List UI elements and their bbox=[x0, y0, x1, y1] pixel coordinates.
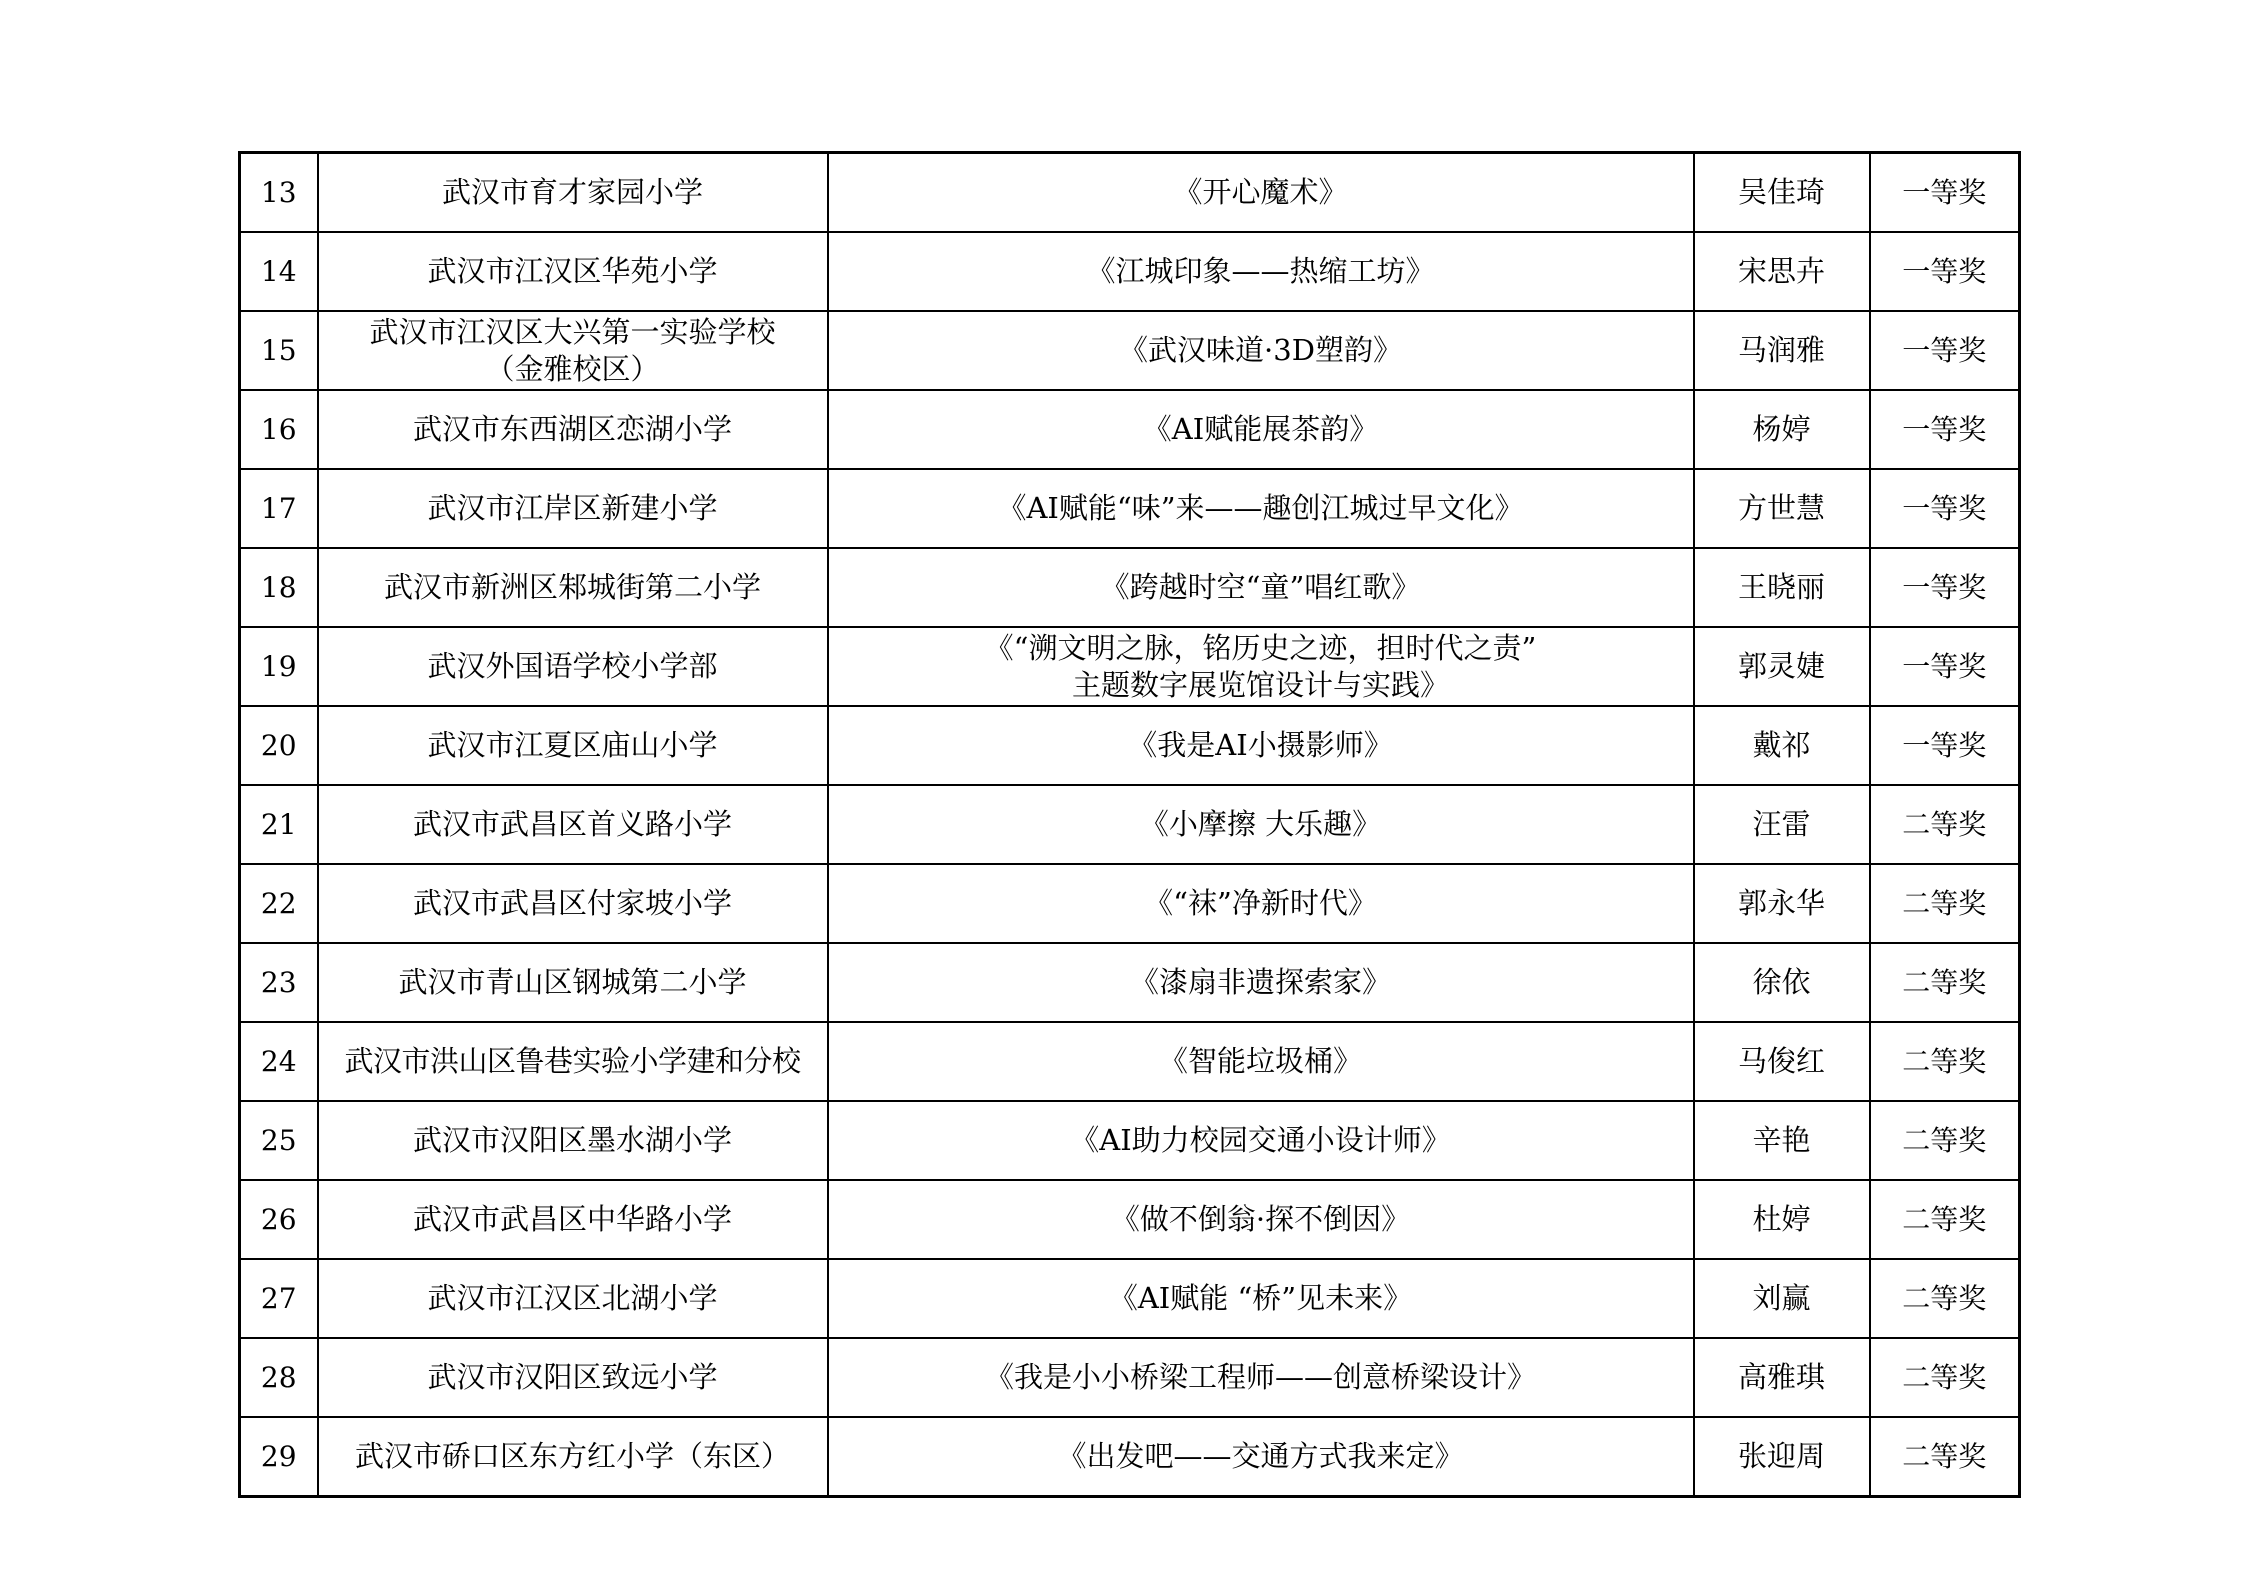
work-title-cell bbox=[828, 627, 1694, 706]
teacher-name-cell: 戴祁 bbox=[1694, 706, 1870, 785]
teacher-name-cell: 吴佳琦 bbox=[1694, 153, 1870, 233]
award-level-cell: 一等奖 bbox=[1870, 469, 2020, 548]
award-level-cell: 一等奖 bbox=[1870, 627, 2020, 706]
school-name-line: 武汉市武昌区中华路小学 bbox=[412, 1202, 732, 1236]
table-row bbox=[240, 548, 2020, 627]
row-number-cell: 16 bbox=[240, 390, 318, 469]
award-level-cell: 二等奖 bbox=[1870, 1417, 2020, 1497]
school-name-line: （金雅校区） bbox=[485, 351, 660, 386]
work-title-cell bbox=[828, 390, 1694, 469]
table-row bbox=[240, 785, 2020, 864]
row-number-cell: 29 bbox=[240, 1417, 318, 1497]
work-title-cell bbox=[828, 153, 1694, 233]
award-level-cell: 二等奖 bbox=[1870, 1259, 2020, 1338]
row-number-cell: 22 bbox=[240, 864, 318, 943]
work-title-line: 《AI赋能 “桥”见未来》 bbox=[1108, 1281, 1413, 1315]
teacher-name-cell: 徐依 bbox=[1694, 943, 1870, 1022]
work-title-cell bbox=[828, 864, 1694, 943]
school-name-cell bbox=[318, 1417, 828, 1497]
school-name-cell bbox=[318, 706, 828, 785]
teacher-name-cell: 宋思卉 bbox=[1694, 232, 1870, 311]
table-row bbox=[240, 1022, 2020, 1101]
work-title-line: 《跨越时空“童”唱红歌》 bbox=[1100, 570, 1421, 604]
row-number-cell: 25 bbox=[240, 1101, 318, 1180]
teacher-name-cell: 汪雷 bbox=[1694, 785, 1870, 864]
school-name-cell bbox=[318, 390, 828, 469]
school-name-cell bbox=[318, 1101, 828, 1180]
work-title-cell bbox=[828, 1022, 1694, 1101]
teacher-name-cell: 马俊红 bbox=[1694, 1022, 1870, 1101]
row-number-cell: 15 bbox=[240, 311, 318, 390]
teacher-name-cell: 郭灵婕 bbox=[1694, 627, 1870, 706]
teacher-name-cell: 刘赢 bbox=[1694, 1259, 1870, 1338]
award-level-cell: 二等奖 bbox=[1870, 1180, 2020, 1259]
school-name-line: 武汉市硚口区东方红小学（东区） bbox=[354, 1439, 790, 1473]
school-name-cell bbox=[318, 153, 828, 233]
work-title-line: 《我是小小桥梁工程师——创意桥梁设计》 bbox=[984, 1360, 1536, 1394]
work-title-line: 《漆扇非遗探索家》 bbox=[1129, 965, 1391, 999]
school-name-line: 武汉外国语学校小学部 bbox=[427, 649, 718, 683]
work-title-cell bbox=[828, 706, 1694, 785]
work-title-cell bbox=[828, 785, 1694, 864]
teacher-name-cell: 马润雅 bbox=[1694, 311, 1870, 390]
row-number-cell: 13 bbox=[240, 153, 318, 233]
work-title-cell bbox=[828, 548, 1694, 627]
table-row bbox=[240, 1101, 2020, 1180]
teacher-name-cell: 杜婷 bbox=[1694, 1180, 1870, 1259]
work-title-line: 《做不倒翁·探不倒因》 bbox=[1110, 1202, 1411, 1236]
table-row bbox=[240, 864, 2020, 943]
work-title-cell bbox=[828, 469, 1694, 548]
school-name-line: 武汉市汉阳区致远小学 bbox=[427, 1360, 718, 1394]
work-title-line: 《AI助力校园交通小设计师》 bbox=[1070, 1123, 1451, 1157]
award-level-cell: 一等奖 bbox=[1870, 390, 2020, 469]
award-level-cell: 一等奖 bbox=[1870, 706, 2020, 785]
school-name-cell bbox=[318, 548, 828, 627]
teacher-name-cell: 张迎周 bbox=[1694, 1417, 1870, 1497]
work-title-line: 《“袜”净新时代》 bbox=[1144, 886, 1377, 920]
table-row bbox=[240, 311, 2020, 390]
row-number-cell: 18 bbox=[240, 548, 318, 627]
school-name-cell bbox=[318, 943, 828, 1022]
teacher-name-cell: 高雅琪 bbox=[1694, 1338, 1870, 1417]
work-title-cell bbox=[828, 943, 1694, 1022]
table-row bbox=[240, 1259, 2020, 1338]
school-name-cell bbox=[318, 1022, 828, 1101]
award-level-cell: 二等奖 bbox=[1870, 1101, 2020, 1180]
row-number-cell: 23 bbox=[240, 943, 318, 1022]
table-row bbox=[240, 706, 2020, 785]
work-title-line: 《小摩擦 大乐趣》 bbox=[1139, 807, 1382, 841]
school-name-line: 武汉市育才家园小学 bbox=[441, 175, 703, 209]
table-row bbox=[240, 390, 2020, 469]
work-title-cell bbox=[828, 1101, 1694, 1180]
school-name-line: 武汉市汉阳区墨水湖小学 bbox=[412, 1123, 732, 1157]
table-row bbox=[240, 469, 2020, 548]
award-level-cell: 二等奖 bbox=[1870, 864, 2020, 943]
school-name-cell bbox=[318, 311, 828, 390]
school-name-line: 武汉市江岸区新建小学 bbox=[427, 491, 718, 525]
table-row bbox=[240, 1417, 2020, 1497]
award-level-cell: 一等奖 bbox=[1870, 548, 2020, 627]
row-number-cell: 27 bbox=[240, 1259, 318, 1338]
teacher-name-cell: 郭永华 bbox=[1694, 864, 1870, 943]
work-title-line: 《开心魔术》 bbox=[1173, 175, 1348, 209]
school-name-line: 武汉市江夏区庙山小学 bbox=[427, 728, 718, 762]
work-title-line: 《AI赋能“味”来——趣创江城过早文化》 bbox=[997, 491, 1524, 525]
row-number-cell: 28 bbox=[240, 1338, 318, 1417]
work-title-line: 《武汉味道·3D塑韵》 bbox=[1119, 333, 1402, 367]
work-title-cell bbox=[828, 1259, 1694, 1338]
work-title-cell bbox=[828, 1338, 1694, 1417]
table-row bbox=[240, 627, 2020, 706]
award-level-cell: 二等奖 bbox=[1870, 1022, 2020, 1101]
school-name-cell bbox=[318, 864, 828, 943]
school-name-cell bbox=[318, 1338, 828, 1417]
school-name-line: 武汉市武昌区付家坡小学 bbox=[412, 886, 732, 920]
teacher-name-cell: 杨婷 bbox=[1694, 390, 1870, 469]
award-table-body bbox=[240, 153, 2020, 1497]
school-name-cell bbox=[318, 469, 828, 548]
row-number-cell: 17 bbox=[240, 469, 318, 548]
teacher-name-cell: 辛艳 bbox=[1694, 1101, 1870, 1180]
school-name-line: 武汉市洪山区鲁巷实验小学建和分校 bbox=[344, 1044, 801, 1078]
work-title-line: 《“溯文明之脉，铭历史之迹，担时代之责” bbox=[984, 630, 1537, 665]
award-level-cell: 二等奖 bbox=[1870, 943, 2020, 1022]
row-number-cell: 26 bbox=[240, 1180, 318, 1259]
award-level-cell: 一等奖 bbox=[1870, 311, 2020, 390]
row-number-cell: 21 bbox=[240, 785, 318, 864]
award-level-cell: 一等奖 bbox=[1870, 232, 2020, 311]
work-title-cell bbox=[828, 232, 1694, 311]
work-title-cell bbox=[828, 1180, 1694, 1259]
award-level-cell: 二等奖 bbox=[1870, 1338, 2020, 1417]
row-number-cell: 14 bbox=[240, 232, 318, 311]
school-name-cell bbox=[318, 785, 828, 864]
work-title-line: 《江城印象——热缩工坊》 bbox=[1086, 254, 1435, 288]
table-row bbox=[240, 943, 2020, 1022]
school-name-line: 武汉市江汉区大兴第一实验学校 bbox=[369, 314, 776, 349]
school-name-cell bbox=[318, 1259, 828, 1338]
work-title-cell bbox=[828, 311, 1694, 390]
award-level-cell: 二等奖 bbox=[1870, 785, 2020, 864]
school-name-line: 武汉市青山区钢城第二小学 bbox=[398, 965, 747, 999]
school-name-line: 武汉市江汉区北湖小学 bbox=[427, 1281, 718, 1315]
work-title-cell bbox=[828, 1417, 1694, 1497]
work-title-line: 《我是AI小摄影师》 bbox=[1128, 728, 1393, 762]
row-number-cell: 20 bbox=[240, 706, 318, 785]
teacher-name-cell: 王晓丽 bbox=[1694, 548, 1870, 627]
row-number-cell: 19 bbox=[240, 627, 318, 706]
table-row bbox=[240, 232, 2020, 311]
school-name-line: 武汉市东西湖区恋湖小学 bbox=[412, 412, 732, 446]
teacher-name-cell: 方世慧 bbox=[1694, 469, 1870, 548]
award-level-cell: 一等奖 bbox=[1870, 153, 2020, 233]
school-name-cell bbox=[318, 1180, 828, 1259]
school-name-line: 武汉市新洲区邾城街第二小学 bbox=[383, 570, 761, 604]
school-name-cell bbox=[318, 627, 828, 706]
row-number-cell: 24 bbox=[240, 1022, 318, 1101]
table-row bbox=[240, 1338, 2020, 1417]
award-list-table bbox=[238, 151, 2021, 1498]
table-row bbox=[240, 153, 2020, 233]
table-row bbox=[240, 1180, 2020, 1259]
work-title-line: 《智能垃圾桶》 bbox=[1158, 1044, 1362, 1078]
school-name-line: 武汉市武昌区首义路小学 bbox=[412, 807, 732, 841]
work-title-line: 《出发吧——交通方式我来定》 bbox=[1057, 1439, 1464, 1473]
work-title-line: 《AI赋能展茶韵》 bbox=[1142, 412, 1379, 446]
school-name-line: 武汉市江汉区华苑小学 bbox=[427, 254, 718, 288]
work-title-line: 主题数字展览馆设计与实践》 bbox=[1071, 667, 1449, 702]
school-name-cell bbox=[318, 232, 828, 311]
